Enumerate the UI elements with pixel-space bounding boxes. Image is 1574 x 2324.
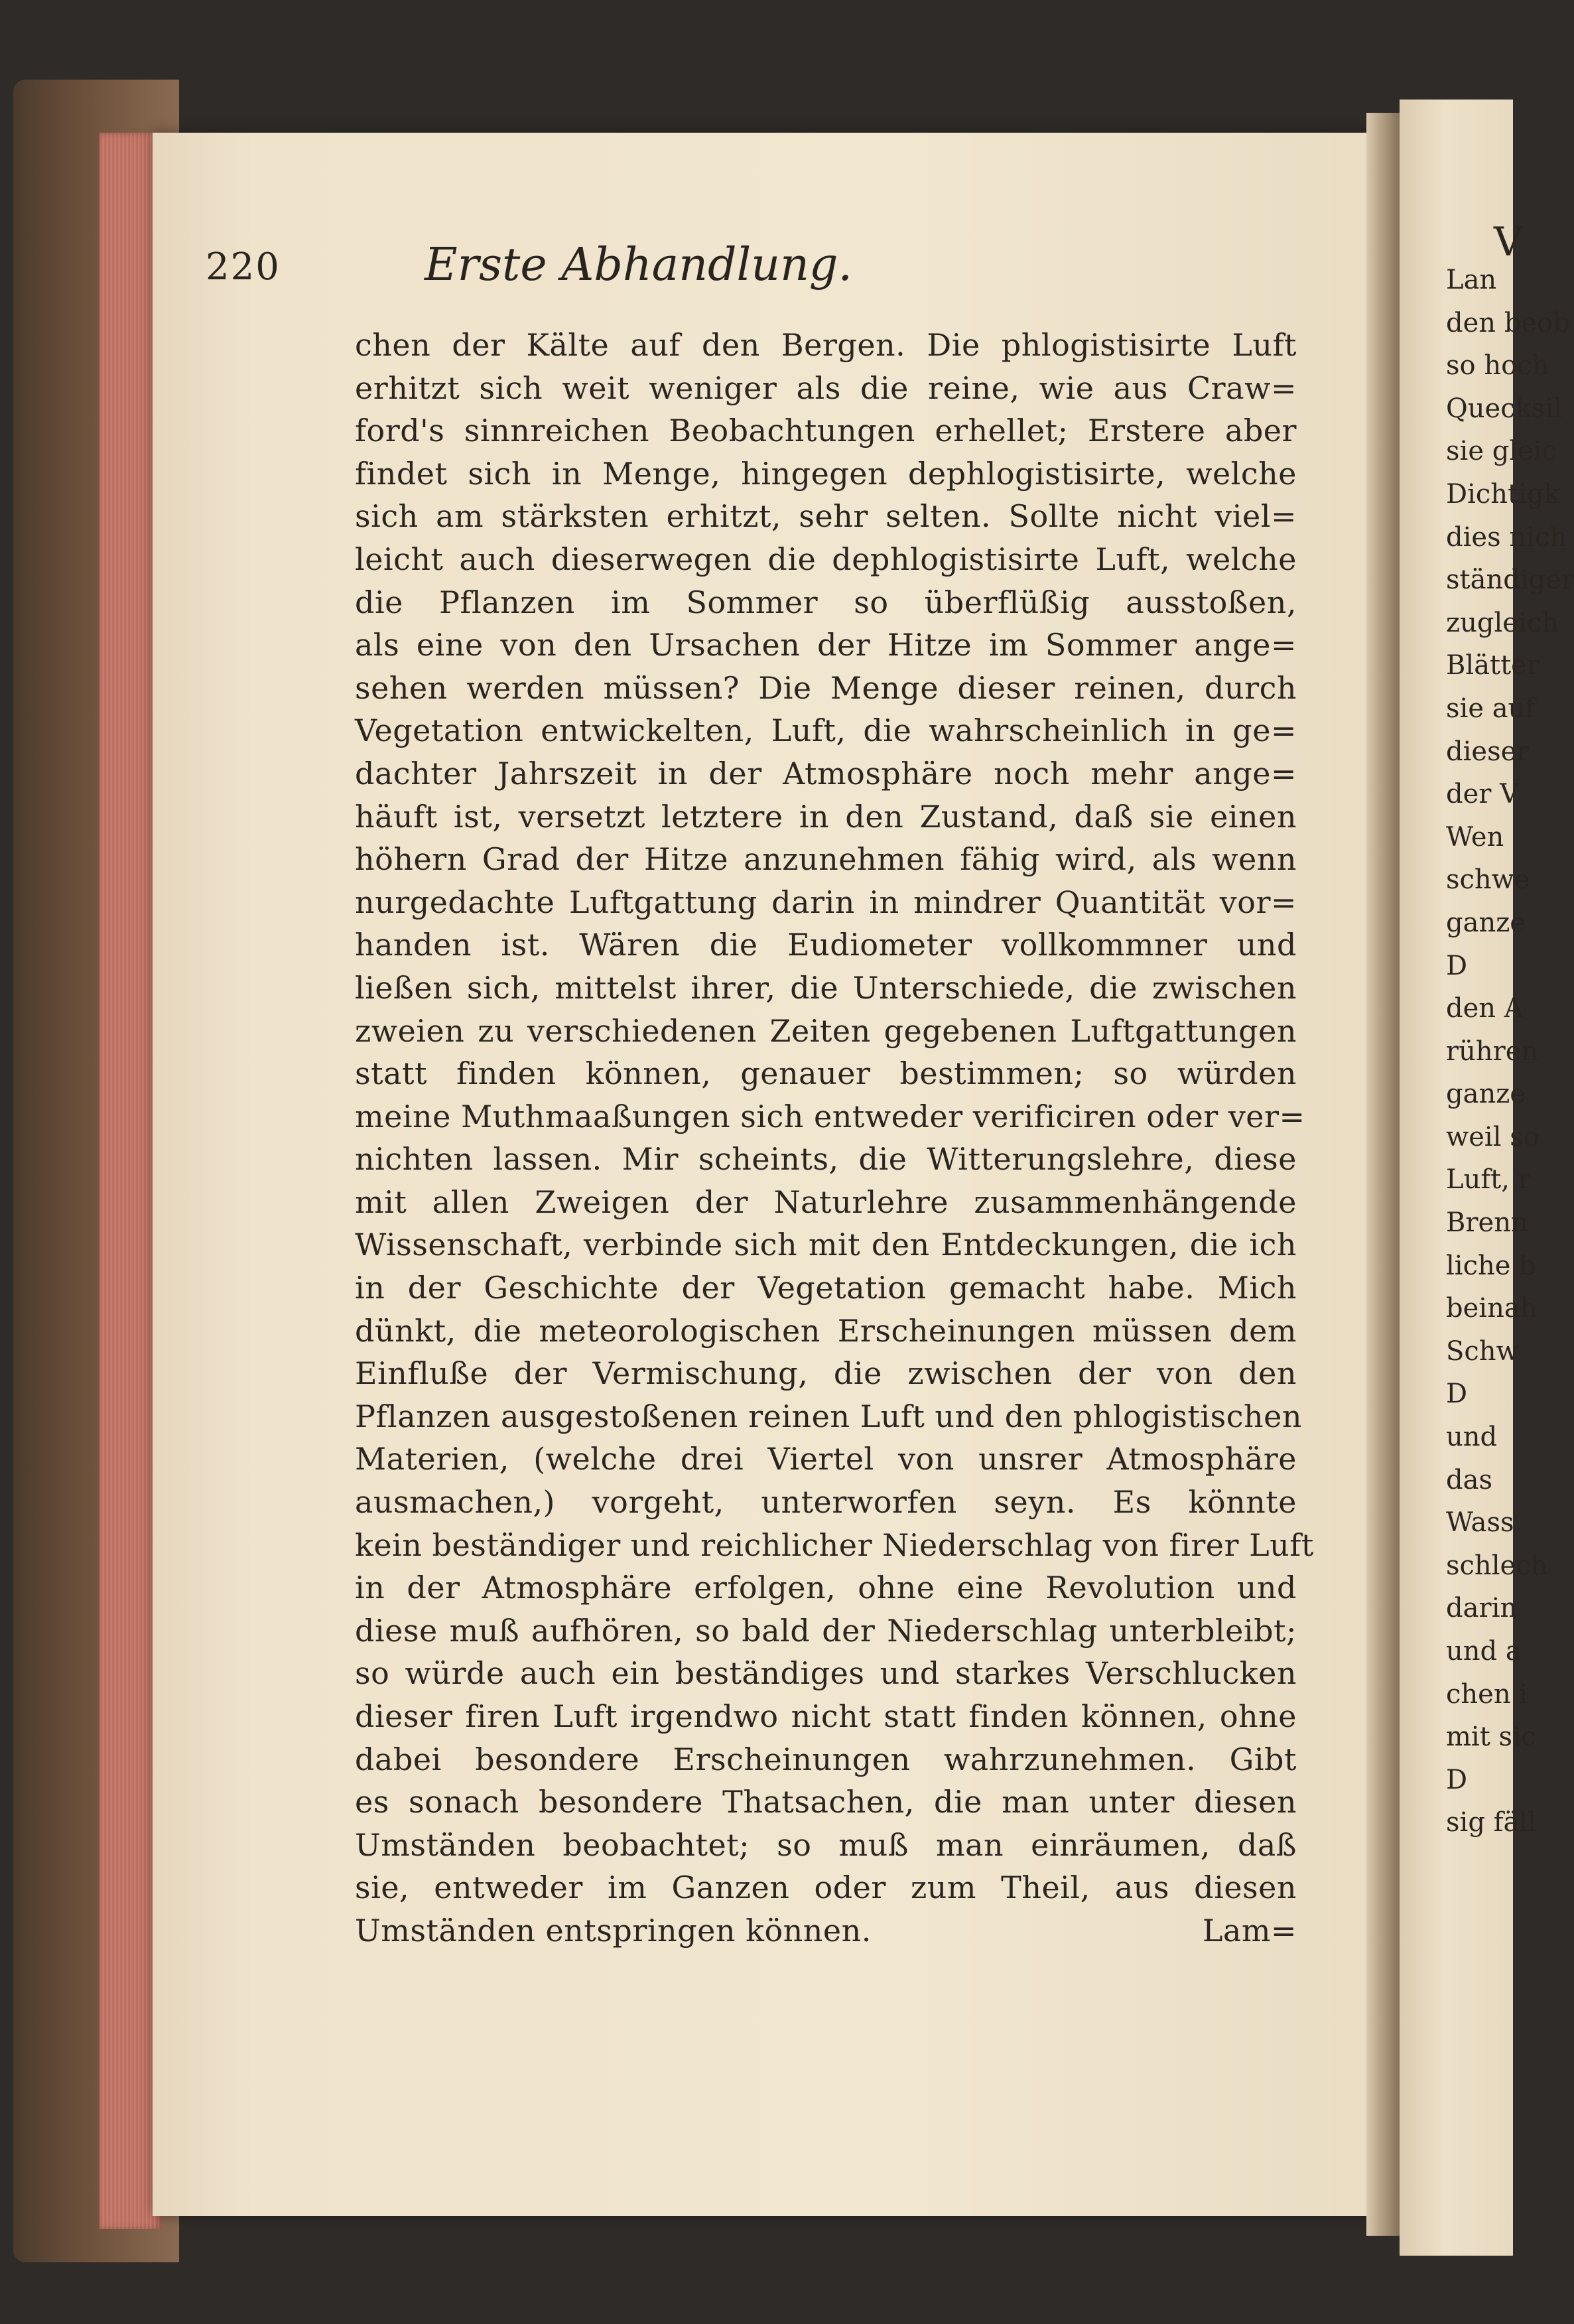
- right-page-line: sie gleic: [1446, 436, 1557, 467]
- text-line: dieser firen Luft irgendwo nicht statt finden können, ohne: [355, 1698, 1297, 1734]
- text-line: ließen sich, mittelst ihrer, die Unterschiede, die zwischen: [355, 969, 1297, 1006]
- right-page-header-fragment: V: [1494, 219, 1523, 265]
- text-line: Einfluße der Vermischung, die zwischen der von den: [355, 1355, 1297, 1392]
- right-page-line: D: [1446, 950, 1468, 981]
- right-page-line: den beob: [1446, 307, 1570, 338]
- text-line: höhern Grad der Hitze anzunehmen fähig wird, als wenn: [355, 841, 1297, 878]
- right-page-line: Wen: [1446, 821, 1504, 853]
- text-line: Vegetation entwickelten, Luft, die wahrscheinlich in ge=: [355, 713, 1297, 749]
- right-page-line: D: [1446, 1379, 1468, 1410]
- right-page-line: ganze: [1446, 1079, 1526, 1110]
- right-page-line: Wass: [1446, 1507, 1514, 1538]
- page-header: [206, 232, 1293, 299]
- text-line: es sonach besondere Thatsachen, die man unter diesen: [355, 1784, 1297, 1820]
- right-page-line: Brenn: [1446, 1207, 1528, 1239]
- text-line: so würde auch ein beständiges und starkes Verschlucken: [355, 1655, 1297, 1692]
- text-line: ausmachen,) vorgeht, unterworfen seyn. Es könnte: [355, 1484, 1297, 1521]
- text-line: in der Geschichte der Vegetation gemacht habe. Mich: [355, 1270, 1297, 1306]
- text-line: sich am stärksten erhitzt, sehr selten. Sollte nicht viel=: [355, 498, 1297, 535]
- right-page-line: ganze: [1446, 907, 1526, 938]
- text-line: kein beständiger und reichlicher Niederschlag von firer Luft: [355, 1527, 1314, 1563]
- right-page-line: und a: [1446, 1636, 1522, 1667]
- right-page-line: liche b: [1446, 1250, 1536, 1281]
- text-line: nurgedachte Luftgattung darin in mindrer Quantität vor=: [355, 884, 1297, 920]
- right-page-line: so hoch: [1446, 350, 1549, 381]
- body-text: [355, 324, 1314, 1952]
- right-page-line: rühren: [1446, 1036, 1539, 1067]
- text-line: Umständen beobachtet; so muß man einräumen, daß: [355, 1826, 1297, 1863]
- right-page-text: [1446, 259, 1574, 1844]
- text-line: in der Atmosphäre erfolgen, ohne eine Revolution und: [355, 1570, 1297, 1606]
- text-line: als eine von den Ursachen der Hitze im Sommer ange=: [355, 627, 1297, 663]
- right-page-line: der V: [1446, 779, 1519, 810]
- text-line: statt finden können, genauer bestimmen; so würden: [355, 1056, 1297, 1092]
- right-page-line: schwe: [1446, 864, 1530, 896]
- right-page-line: chen i: [1446, 1678, 1528, 1710]
- running-title: Erste Abhandlung.: [425, 239, 853, 291]
- text-line: dachter Jahrszeit in der Atmosphäre noch mehr ange=: [355, 755, 1297, 791]
- right-page-line: sie auf: [1446, 693, 1536, 724]
- text-line: findet sich in Menge, hingegen dephlogistisirte, welche: [355, 455, 1297, 492]
- text-line: meine Muthmaaßungen sich entweder verificiren oder ver=: [355, 1098, 1305, 1134]
- catchword: Lam=: [1202, 1912, 1297, 1948]
- right-page-line: ständiger: [1446, 565, 1574, 596]
- text-line: handen ist. Wären die Eudiometer vollkommner und: [355, 927, 1297, 963]
- right-page-line: Dichtigk: [1446, 478, 1560, 510]
- text-line-last: [355, 1909, 1297, 1952]
- text-line: Materien, (welche drei Viertel von unsrer Atmosphäre: [355, 1441, 1297, 1477]
- right-page-line: schlech: [1446, 1550, 1548, 1581]
- right-page-line: Lan: [1446, 265, 1497, 295]
- text-line: Pflanzen ausgestoßenen reinen Luft und den phlogistischen: [355, 1398, 1302, 1434]
- right-page-line: beinah: [1446, 1293, 1538, 1324]
- right-page-line: Schw: [1446, 1335, 1519, 1367]
- text-line: sie, entweder im Ganzen oder zum Theil, aus diesen: [355, 1870, 1297, 1906]
- text-line: häuft ist, versetzt letztere in den Zustand, daß sie einen: [355, 798, 1297, 835]
- right-page-line: den A: [1446, 993, 1524, 1024]
- text-line: sehen werden müssen? Die Menge dieser reinen, durch: [355, 669, 1297, 706]
- right-page-line: dieser: [1446, 736, 1530, 767]
- text-line: erhitzt sich weit weniger als die reine, wie aus Craw=: [355, 370, 1297, 406]
- text-line: nichten lassen. Mir scheints, die Witterungslehre, diese: [355, 1141, 1297, 1178]
- last-line-text: Umständen entspringen können.: [355, 1912, 872, 1948]
- right-page-line: weil so: [1446, 1121, 1540, 1152]
- text-line: die Pflanzen im Sommer so überflüßig ausstoßen,: [355, 584, 1297, 620]
- text-line: dabei besondere Erscheinungen wahrzunehmen. Gibt: [355, 1741, 1297, 1777]
- right-page-line: Quecksil: [1446, 393, 1562, 424]
- text-line: diese muß aufhören, so bald der Niederschlag unterbleibt;: [355, 1612, 1297, 1649]
- text-line: Wissenschaft, verbinde sich mit den Entdeckungen, die ich: [355, 1227, 1297, 1263]
- page-number: 220: [206, 245, 281, 289]
- right-page-line: und: [1446, 1422, 1498, 1453]
- text-line: chen der Kälte auf den Bergen. Die phlogistisirte Luft: [355, 327, 1297, 363]
- right-page-line: Blätter: [1446, 650, 1540, 681]
- right-page-line: zugleich: [1446, 607, 1559, 638]
- right-page-line: dies nich: [1446, 521, 1567, 553]
- right-page-line: sig fäll: [1446, 1807, 1536, 1838]
- right-page-line: Luft, r: [1446, 1164, 1531, 1196]
- right-page-line: das: [1446, 1464, 1492, 1495]
- text-line: dünkt, die meteorologischen Erscheinungen müssen dem: [355, 1312, 1297, 1349]
- text-line: mit allen Zweigen der Naturlehre zusammenhängende: [355, 1184, 1297, 1220]
- text-line: leicht auch dieserwegen die dephlogistisirte Luft, welche: [355, 541, 1297, 577]
- text-line: ford's sinnreichen Beobachtungen erhellet; Erstere aber: [355, 413, 1297, 449]
- right-page-line: mit sic: [1446, 1722, 1536, 1753]
- text-line: zweien zu verschiedenen Zeiten gegebenen Luftgattungen: [355, 1012, 1297, 1049]
- right-page-line: darin: [1446, 1593, 1518, 1624]
- right-page-line: D: [1446, 1764, 1468, 1795]
